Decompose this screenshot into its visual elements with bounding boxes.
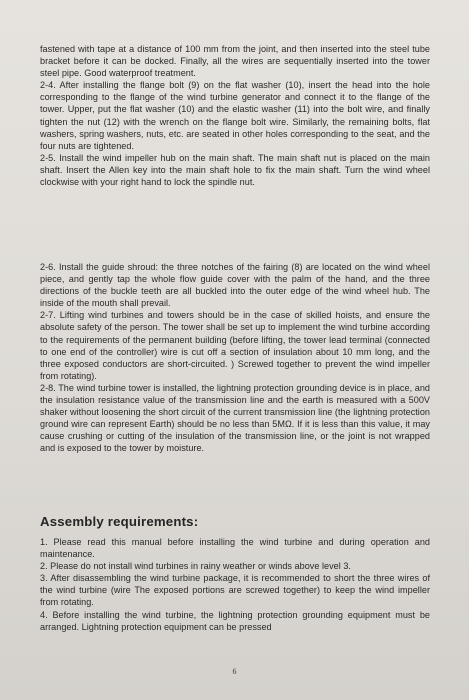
step-2-4-paragraph: 2-4. After installing the flange bolt (9) on the flat washer (10), insert the head into the hole corresponding to the flange of the wind turbine generator and connect it to the flange of the tower. Upper, put the flat washer (10) and the elastic washer (11) into the bolt wire, and finally tighten the nut (12) with the wrench on the flange bolt wire. Similarly, the remaining bolts, flat washers, spring washers, nuts, etc. are seated in other holes corresponding to the seat, and the four nuts are tightened. (40, 80, 430, 151)
step-2-3-continued-paragraph: fastened with tape at a distance of 100 mm from the joint, and then inserted into the steel tube bracket before it can be docked. Finally, all the wires are sequentially inserted into the tower steel pipe. Good waterproof treatment. (40, 44, 430, 79)
step-2-8-paragraph: 2-8. The wind turbine tower is installed, the lightning protection grounding device is in place, and the insulation resistance value of the transmission line and the earth is measured with a 500V shaker without loosening the short circuit of the current transmission line (the lightning protection ground wire can represent Earth) should be no less than 5MΩ. If it is less than this value, it may cause crushing or cutting of the insulation of the transmission line, or the joint is not wrapped and is exposed to the tower by moisture. (40, 382, 430, 454)
requirement-1: 1. Please read this manual before installing the wind turbine and during operation and maintenance. (40, 537, 430, 560)
step-2-7-paragraph: 2-7. Lifting wind turbines and towers should be in the case of skilled hoists, and ensure the absolute safety of the person. The tower shall be set up to implement the wind turbine according to the requirements of the permanent building (before lifting, the tower lead terminal (connected to one end of the controller) wire is cut off a section of insulation about 10 mm long, and the three exposed conductors are short-circuited. ) Screwed together to prevent the wind impeller from rotating). (40, 310, 430, 381)
requirement-2: 2. Please do not install wind turbines in rainy weather or winds above level 3. (40, 561, 351, 572)
assembly-requirements-list (40, 536, 430, 633)
requirement-4: 4. Before installing the wind turbine, the lightning protection grounding equipment must be arranged. Lightning protection equipment can be pressed (40, 609, 430, 632)
page-number: 6 (232, 667, 237, 676)
installation-steps-section (40, 261, 430, 455)
step-2-5-paragraph: 2-5. Install the wind impeller hub on the main shaft. The main shaft nut is placed on the main shaft. Insert the Allen key into the main shaft hole to fix the main shaft. Turn the wind wheel clockwise with your right hand to lock the spindle nut. (40, 152, 430, 188)
step-2-6-paragraph: 2-6. Install the guide shroud: the three notches of the fairing (8) are located on the wind wheel piece, and gently tap the whole flow guide cover with the palm of the hand, and the three directions of the buckle teeth are all buckled into the outer edge of the wind wheel hub. The inside of the mouth shall prevail. (40, 262, 430, 309)
assembly-requirements-heading: Assembly requirements: (40, 514, 199, 529)
installation-steps-continued (40, 43, 430, 188)
requirement-3: 3. After disassembling the wind turbine package, it is recommended to short the three wires of the wind turbine (wire The exposed portions are screwed together) to keep the wind impeller from rotating. (40, 573, 430, 608)
